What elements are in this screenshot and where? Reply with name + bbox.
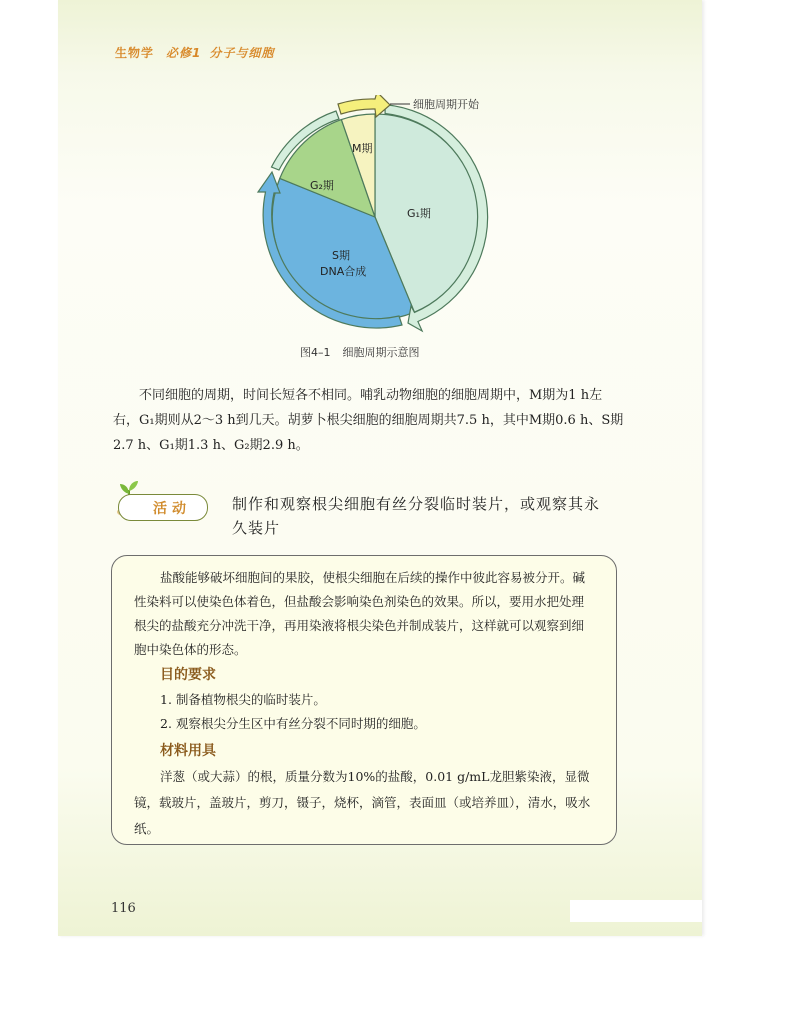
header-volume: 分子与细胞 [209,46,275,60]
goal-heading: 目的要求 [160,667,216,683]
g1-phase-label: G₁期 [407,207,431,220]
materials-text: 洋葱（或大蒜）的根，质量分数为10%的盐酸，0.01 g/mL龙胆紫染液，显微镜，载玻片，盖玻片，剪刀，镊子，烧杯，滴管，表面皿（或培养皿），清水，吸水纸。 [134,769,591,836]
caption-text: 细胞周期示意图 [342,346,420,359]
activity-label: 活动 [153,501,191,517]
goal-item-1: 1. 制备植物根尖的临时装片。 [160,692,326,707]
cell-cycle-diagram [250,95,510,335]
activity-box [111,555,617,845]
figure-caption [300,344,420,360]
caption-number: 图4–1 [300,346,331,359]
blank-patch [570,900,702,922]
running-header [115,44,274,61]
s-phase-label: S期 [332,249,350,262]
activity-badge [118,494,208,521]
s-phase-sublabel: DNA合成 [320,265,367,278]
activity-intro: 盐酸能够破坏细胞间的果胶，使根尖细胞在后续的操作中彼此容易被分开。碱性染料可以使染色体着色，但盐酸会影响染色剂染色的效果。所以，要用水把处理根尖的盐酸充分冲洗干净，再用染液将根尖染色并制成装片，这样就可以观察到细胞中染色体的形态。 [134,570,586,657]
activity-title: 制作和观察根尖细胞有丝分裂临时装片，或观察其永久装片 [232,495,601,537]
goal-item-2: 2. 观察根尖分生区中有丝分裂不同时期的细胞。 [160,716,426,731]
start-label: 细胞周期开始 [413,98,479,111]
m-phase-label: M期 [352,142,373,155]
body-paragraph: 不同细胞的周期，时间长短各不相同。哺乳动物细胞的细胞周期中，M期为1 h左右，G₁期则从2～3 h到几天。胡萝卜根尖细胞的细胞周期共7.5 h，其中M期0.6 h、S期2.7 h、G₁期1.3 h、G₂期2.9 h。 [113,388,624,453]
page-number: 116 [111,901,136,916]
g2-phase-label: G₂期 [310,179,334,192]
header-subject: 生物学 [115,46,155,60]
materials-heading: 材料用具 [160,743,216,759]
header-book: 必修1 [166,46,202,60]
activity-section [112,484,632,544]
